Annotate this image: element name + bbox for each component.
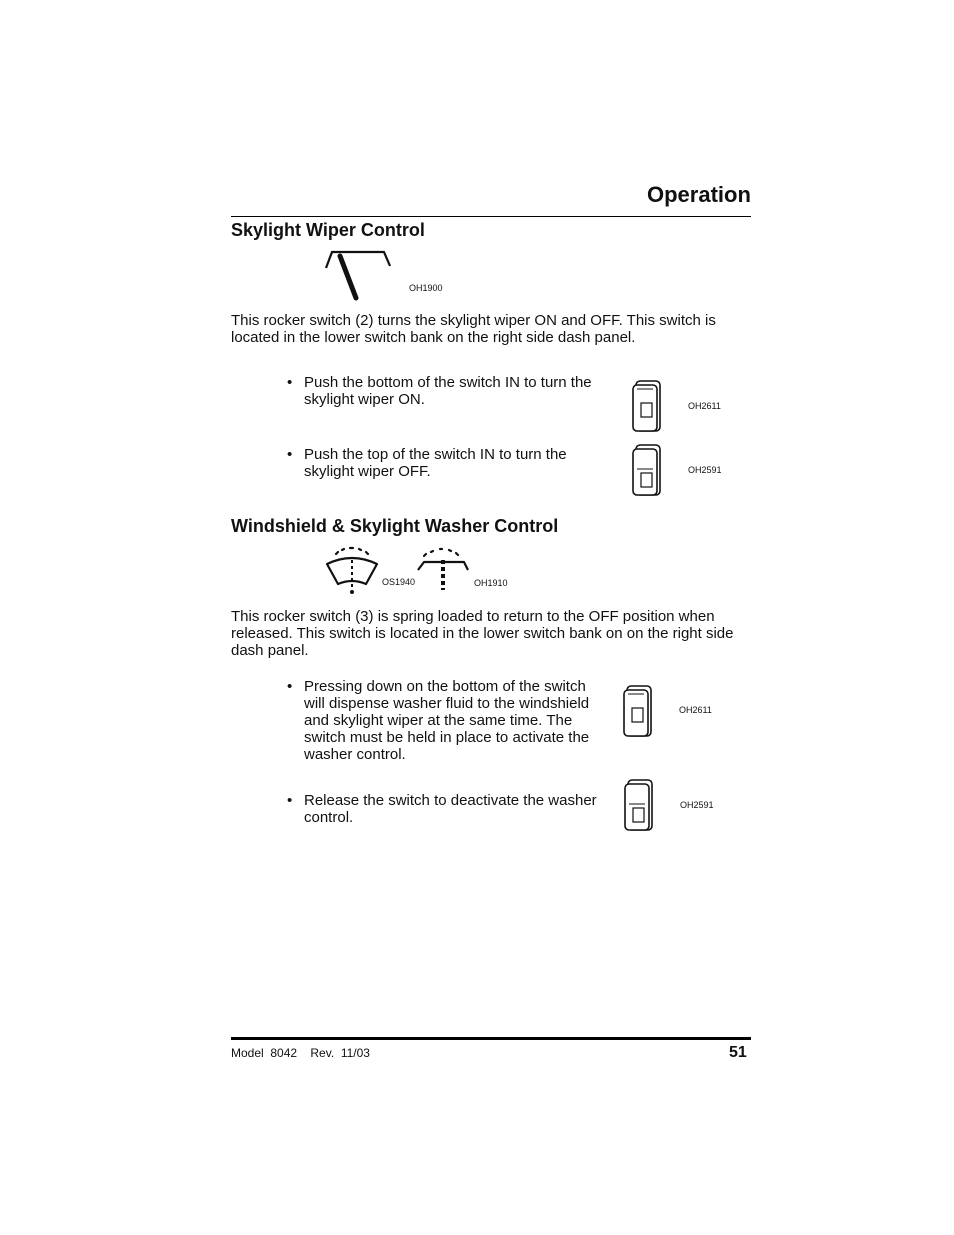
list-item: • Pressing down on the bottom of the switch will dispense washer fluid to the windshield and skylight wiper at the same time. The switch must be held in place to activate the washer control. bbox=[287, 678, 590, 763]
list-item: • Push the top of the switch IN to turn the skylight wiper OFF. bbox=[287, 446, 567, 480]
washer-paragraph: This rocker switch (3) is spring loaded to return to the OFF position when released. This switch is located in the lower switch bank on on the right side dash panel. bbox=[231, 608, 734, 659]
bullet-text: Release the switch to deactivate the washer control. bbox=[304, 792, 597, 826]
windshield-washer-icon bbox=[324, 546, 380, 596]
skylight-washer-icon bbox=[414, 546, 472, 592]
switch-code: OH2611 bbox=[679, 705, 712, 715]
switch-code: OH2611 bbox=[688, 401, 721, 411]
list-item: • Push the bottom of the switch IN to turn the skylight wiper ON. bbox=[287, 374, 592, 408]
bullet-text: Push the bottom of the switch IN to turn the skylight wiper ON. bbox=[304, 374, 592, 408]
switch-code: OH2591 bbox=[688, 465, 722, 475]
skylight-wiper-paragraph: This rocker switch (2) turns the skylight wiper ON and OFF. This switch is located in the lower switch bank on the right side dash panel. bbox=[231, 312, 716, 346]
rocker-switch-off-icon bbox=[623, 778, 657, 832]
header-rule bbox=[231, 216, 751, 217]
skylight-wiper-icon-code: OH1900 bbox=[409, 283, 443, 293]
washer-heading: Windshield & Skylight Washer Control bbox=[231, 516, 559, 536]
section-title: Operation bbox=[647, 182, 751, 207]
rocker-switch-on-icon bbox=[622, 684, 656, 738]
bullet-text: Push the top of the switch IN to turn the skylight wiper OFF. bbox=[304, 446, 567, 480]
washer-icon-code: OS1940 bbox=[382, 577, 416, 587]
skylight-wiper-icon bbox=[320, 248, 400, 304]
bullet-text: Pressing down on the bottom of the switch will dispense washer fluid to the windshield and skylight wiper at the same time. The switch must be held in place to activate the washer control. bbox=[304, 678, 590, 763]
washer-icon-code: OH1910 bbox=[474, 578, 508, 588]
list-item: • Release the switch to deactivate the washer control. bbox=[287, 792, 597, 826]
footer-rule bbox=[231, 1037, 751, 1040]
footer-model: Model 8042 Rev. 11/03 bbox=[231, 1046, 370, 1060]
switch-code: OH2591 bbox=[680, 800, 714, 810]
rocker-switch-off-icon bbox=[631, 443, 665, 497]
rocker-switch-on-icon bbox=[631, 379, 665, 433]
skylight-wiper-heading: Skylight Wiper Control bbox=[231, 220, 425, 240]
page-number: 51 bbox=[729, 1044, 747, 1061]
